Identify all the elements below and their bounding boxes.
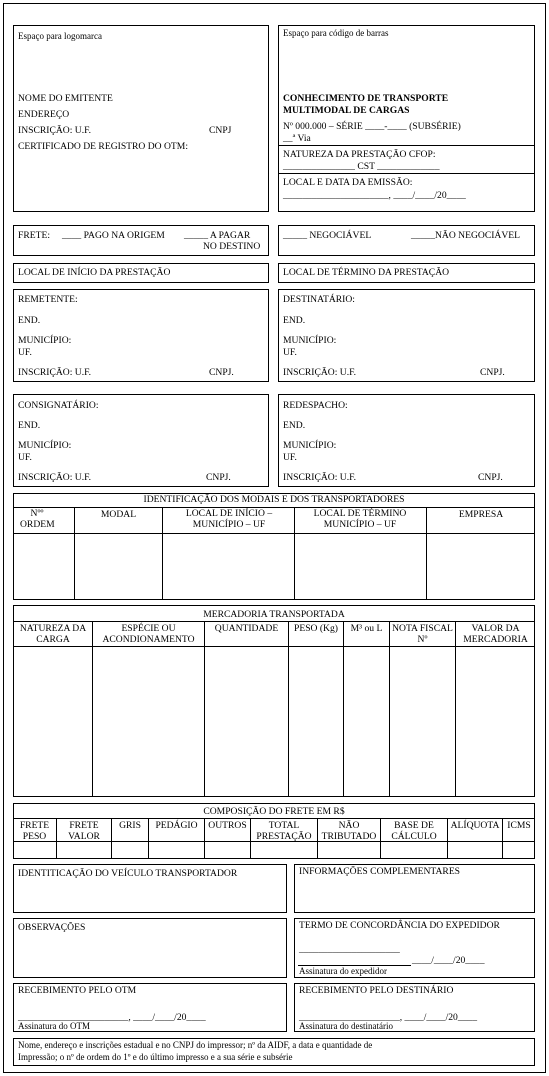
doc-copy: __ª Via — [283, 133, 311, 144]
sender-inscription: INSCRIÇÃO: U.F. — [18, 367, 92, 378]
sender-address: END. — [18, 315, 41, 326]
consignee-municipio: MUNICÍPIO: — [18, 440, 72, 451]
goods-col-value: VALOR DA MERCADORIA — [463, 623, 528, 645]
column-divider — [455, 621, 456, 797]
recipient-cnpj: CNPJ. — [480, 367, 505, 378]
column-divider — [162, 507, 163, 600]
consignee-label: CONSIGNATÁRIO: — [18, 400, 99, 411]
end-location-label: LOCAL DE TÉRMINO DA PRESTAÇÃO — [283, 267, 450, 278]
doc-number-series: Nº 000.000 – SÉRIE ____-____ (SUBSÉRIE) — [283, 121, 461, 132]
divider — [13, 818, 535, 819]
redispatch-municipio: MUNICÍPIO: — [283, 440, 337, 451]
sender-label: REMETENTE: — [18, 294, 78, 305]
cst-line: _______________ CST _____________ — [283, 161, 440, 172]
modals-col-modal: MODAL — [100, 509, 137, 520]
recipient-inscription: INSCRIÇÃO: U.F. — [283, 367, 357, 378]
observations-label: OBSERVAÇÕES — [18, 922, 86, 933]
goods-col-weight: PESO (Kg) — [294, 623, 338, 634]
goods-title: MERCADORIA TRANSPORTADA — [203, 609, 345, 620]
freight-at-destination: NO DESTINO — [203, 241, 261, 252]
recipient-address: END. — [283, 315, 306, 326]
comp-col-untaxed: NÃO TRIBUTADO — [321, 820, 377, 842]
modals-title: IDENTIFICAÇÃO DOS MODAIS E DOS TRANSPORTADORES — [143, 494, 405, 505]
freight-label: FRETE: — [18, 230, 50, 241]
service-nature: NATUREZA DA PRESTAÇÃO CFOP: — [283, 149, 436, 160]
agreement-sig-line: _____________________ — [299, 944, 400, 955]
modals-col-end: LOCAL DE TÉRMINO MUNICÍPIO – UF — [313, 508, 407, 530]
divider — [278, 145, 535, 146]
emission-date-line: ______________________, ____/____/20____ — [283, 190, 466, 201]
comp-col-freight-weight: FRETE PESO — [19, 820, 50, 842]
doc-title-line-2: MULTIMODAL DE CARGAS — [283, 105, 410, 116]
column-divider — [343, 621, 344, 797]
redispatch-address: END. — [283, 420, 306, 431]
goods-col-invoice: NOTA FISCAL Nº — [392, 623, 453, 645]
comp-col-toll: PEDÁGIO — [155, 820, 198, 831]
vehicle-label: IDENTITICAÇÃO DO VEÍCULO TRANSPORTADOR — [18, 868, 238, 879]
comp-col-freight-value: FRETE VALOR — [68, 820, 100, 842]
column-divider — [294, 507, 295, 600]
redispatch-label: REDESPACHO: — [283, 400, 348, 411]
composition-title: COMPOSIÇÃO DO FRETE EM R$ — [203, 806, 345, 817]
divider — [13, 533, 535, 534]
divider — [278, 173, 535, 174]
goods-col-quantity: QUANTIDADE — [214, 623, 279, 634]
freight-paid-origin: ____ PAGO NA ORIGEM — [62, 230, 165, 241]
destination-date-line: _____________________, ____/____/20____ — [299, 1012, 478, 1023]
sender-signature-label: Assinatura do expedidor — [299, 966, 387, 976]
destination-receipt-label: RECEBIMENTO PELO DESTINÁRIO — [299, 985, 454, 996]
column-divider — [204, 621, 205, 797]
destination-signature-label: Assinatura do destinatário — [299, 1021, 393, 1031]
column-divider — [389, 621, 390, 797]
redispatch-cnpj: CNPJ. — [478, 472, 503, 483]
comp-col-base: BASE DE CÁLCULO — [391, 820, 437, 842]
column-divider — [288, 621, 289, 797]
logo-space-label: Espaço para logomarca — [18, 31, 102, 41]
freight-to-pay: _____ A PAGAR — [184, 230, 251, 241]
goods-col-volume: M³ ou L — [350, 623, 383, 634]
issuer-address: ENDEREÇO — [18, 109, 70, 120]
comp-col-icms: ICMS — [507, 820, 531, 831]
goods-col-species: ESPÉCIE OU ACONDIONAMENTO — [102, 623, 195, 645]
negotiable-option: _____ NEGOCIÁVEL — [283, 230, 372, 241]
info-label: INFORMAÇÕES COMPLEMENTARES — [299, 866, 461, 877]
printer-note-line-1: Nome, endereço e inscrições estadual e no CNPJ do impressor; nº da AIDF, a data e quantidade de — [18, 1040, 373, 1050]
recipient-municipio: MUNICÍPIO: — [283, 335, 337, 346]
column-divider — [426, 507, 427, 600]
otm-certificate: CERTIFICADO DE REGISTRO DO OTM: — [18, 141, 188, 152]
start-location-label: LOCAL DE INÍCIO DA PRESTAÇÃO — [18, 267, 171, 278]
redispatch-uf: UF. — [283, 452, 297, 463]
comp-col-gris: GRIS — [119, 820, 141, 831]
modals-col-company: EMPRESA — [458, 509, 504, 520]
issuer-cnpj: CNPJ — [209, 125, 232, 136]
modals-col-order: Nºº ORDEM — [20, 508, 55, 530]
redispatch-inscription: INSCRIÇÃO: U.F. — [283, 472, 357, 483]
column-divider — [92, 621, 93, 797]
printer-note-line-2: Impressão; o nº de ordem do 1º e do último impresso e a sua série e subsérie — [18, 1052, 293, 1062]
consignee-uf: UF. — [18, 452, 32, 463]
comp-col-total: TOTAL PRESTAÇÃO — [256, 820, 312, 842]
otm-receipt-label: RECEBIMENTO PELO OTM — [18, 985, 137, 996]
sender-uf: UF. — [18, 347, 32, 358]
otm-date-line: _______________________, ____/____/20____ — [18, 1012, 206, 1023]
consignee-inscription: INSCRIÇÃO: U.F. — [18, 472, 92, 483]
recipient-uf: UF. — [283, 347, 297, 358]
modals-col-start: LOCAL DE INÍCIO – MUNICÍPIO – UF — [185, 508, 273, 530]
doc-title-line-1: CONHECIMENTO DE TRANSPORTE — [283, 93, 449, 104]
issuer-inscription: INSCRIÇÃO: U.F. — [18, 125, 92, 136]
consignee-address: END. — [18, 420, 41, 431]
recipient-label: DESTINATÁRIO: — [283, 294, 355, 305]
otm-signature-label: Assinatura do OTM — [18, 1021, 90, 1031]
column-divider — [74, 507, 75, 600]
consignee-cnpj: CNPJ. — [206, 472, 231, 483]
issuer-name: NOME DO EMITENTE — [18, 93, 113, 104]
goods-col-nature: NATUREZA DA CARGA — [19, 623, 87, 645]
barcode-space-label: Espaço para código de barras — [283, 28, 389, 38]
emission-place-date: LOCAL E DATA DA EMISSÃO: — [283, 177, 413, 188]
agreement-date-line: ____/____/20____ — [412, 955, 485, 966]
sender-municipio: MUNICÍPIO: — [18, 335, 72, 346]
comp-col-others: OUTROS — [208, 820, 247, 831]
sender-cnpj: CNPJ. — [209, 367, 234, 378]
agreement-label: TERMO DE CONCORDÂNCIA DO EXPEDIDOR — [299, 920, 500, 931]
not-negotiable-option: _____NÃO NEGOCIÁVEL — [411, 230, 520, 241]
comp-col-rate: ALÍQUOTA — [450, 820, 500, 831]
